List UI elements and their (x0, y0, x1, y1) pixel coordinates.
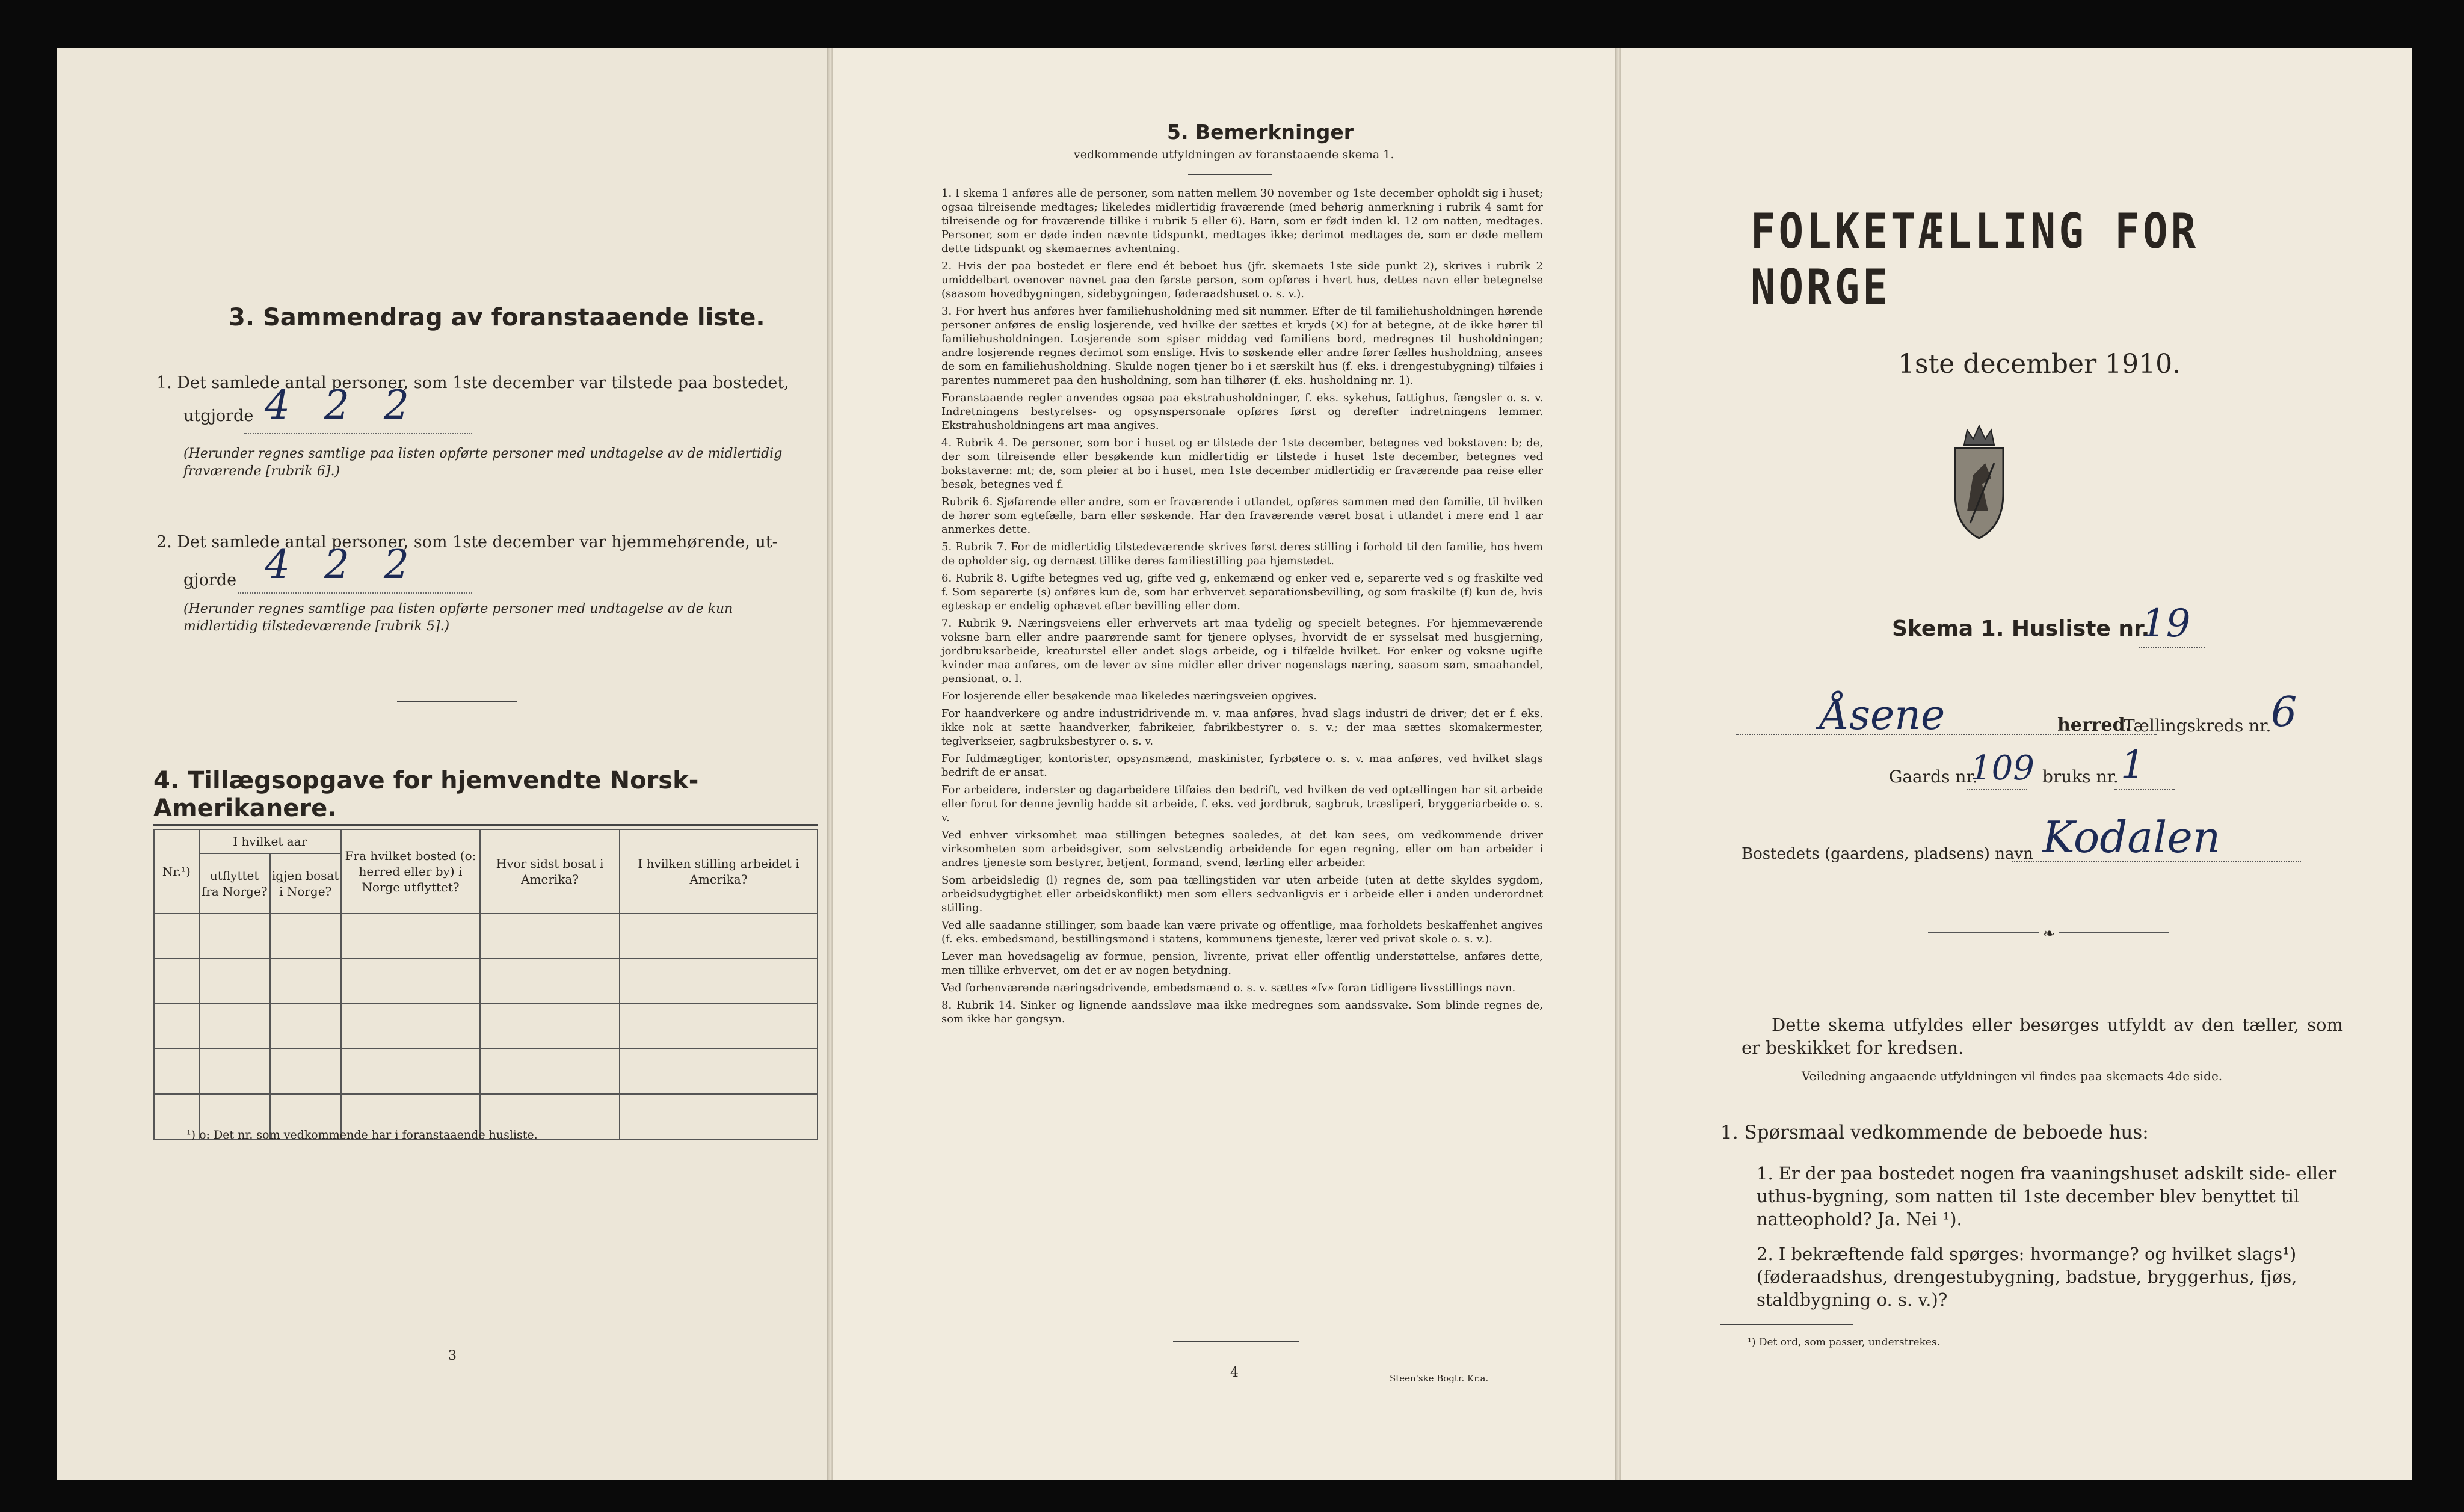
herred-label: herred. (2057, 715, 2132, 736)
table-row (154, 959, 818, 1004)
item-1-line (244, 433, 472, 434)
remark-paragraph: For fuldmægtiger, kontorister, opsynsmænd, maskinister, fyrbøtere o. s. v. maa anføres, ved hvilket slags bedrift de er ansat. (941, 752, 1543, 779)
bruks-line (2114, 789, 2175, 790)
item-1-note: (Herunder regnes samtlige paa listen opførte personer med undtagelse av de midlertidig fraværende [rubrik 6].) (183, 446, 783, 479)
item-2-text: 2. Det samlede antal personer, som 1ste december var hjemmehørende, ut- (156, 533, 778, 552)
bruks-value: 1 (2121, 743, 2145, 787)
table-row (154, 914, 818, 959)
item-2-note: (Herunder regnes samtlige paa listen opførte personer med undtagelse av de kun midlertidig tilstedeværende [rubrik 5].) (183, 601, 733, 634)
remark-paragraph: For haandverkere og andre industridrivende m. v. maa anføres, hvad slags industri de driver; det er f. eks. ikke nok at sætte haandverker, fabrikeier, fabrikbestyrer o. s. v.; der maa sættes skomakermester, teglverkseier, sagbruksbestyrer o. s. v. (941, 707, 1543, 748)
census-title: FOLKETÆLLING FOR NORGE (1751, 203, 2199, 315)
page-number: 4 (1230, 1365, 1239, 1380)
divider (1720, 1324, 1853, 1325)
remark-paragraph: 7. Rubrik 9. Næringsveiens eller erhvervets art maa tydelig og specielt betegnes. For hjemmeværende voksne barn eller andre paarørende samt for tjenere oplyses, hvorvidt de er sysselsat med husgjerning, jordbruksarbeide, kreaturstel eller andet slags arbeide, og i tilfælde hvilket. For enker og voksne ugifte kvinder maa anføres, om de lever av sine midler eller driver nogenslags næring, saasom søm, smaahandel, pensionat, o. l. (941, 617, 1543, 685)
page-fold (827, 48, 833, 1480)
remark-paragraph: Ved enhver virksomhet maa stillingen betegnes saaledes, at det kan sees, om vedkommende driver virksomheten som arbeidsgiver, som selvstændig arbeidende for egen regning, eller om han arbeider i andres tjeneste som bestyrer, betjent, formand, svend, lærling eller arbeider. (941, 829, 1543, 869)
gaards-value: 109 (1970, 749, 2034, 788)
col-nr: Nr.¹) (154, 829, 199, 914)
gaards-label: Gaards nr. (1889, 767, 1978, 787)
skema-label: Skema 1. Husliste nr. (1892, 616, 2150, 641)
table-top-rule (153, 824, 818, 826)
item-2-prefix: gjorde (183, 571, 237, 589)
remark-paragraph: For losjerende eller besøkende maa likeledes næringsveien opgives. (941, 690, 1317, 702)
col-igjen: igjen bosat i Norge? (270, 853, 341, 914)
remark-paragraph: Ved forhenværende næringsdrivende, embedsmænd o. s. v. sættes «fv» foran tidligere livsstillings navn. (941, 982, 1516, 994)
remark-paragraph: Foranstaaende regler anvendes ogsaa paa ekstrahusholdninger, f. eks. sykehus, fattighus, fængsler o. s. v. Indretningens bestyrelses- og opsynspersonale opføres først og derefter indretningens lemmer. Ekstrahusholdningens art maa angives. (941, 392, 1543, 432)
bruks-label: bruks nr. (2042, 767, 2119, 787)
col-utflyttet: utflyttet fra Norge? (199, 853, 270, 914)
table-row (154, 1004, 818, 1049)
page-fold (1615, 48, 1621, 1480)
bosted-value: Kodalen (2042, 812, 2221, 862)
table-footnote: ¹) o: Det nr. som vedkommende har i foranstaaende husliste. (186, 1128, 538, 1142)
remark-paragraph: Rubrik 6. Sjøfarende eller andre, som er fraværende i utlandet, opføres sammen med den familie, til hvilken de hører som egtefælle, barn eller søskende. Har den fraværende været bosat i utlandet i mere end 1 aar anmerkes dette. (941, 496, 1543, 536)
remark-paragraph: Ved alle saadanne stillinger, som baade kan være private og offentlige, maa forholdets beskaffenhet angives (f. eks. embedsmand, bestillingsmand i statens, kommunens tjeneste, lærer ved privat skole o. s. v.). (941, 919, 1543, 945)
divider (1173, 1341, 1299, 1342)
page-number: 3 (448, 1348, 457, 1363)
divider (397, 701, 517, 702)
item-2-value: 4 2 2 (265, 541, 420, 588)
husliste-line (2139, 647, 2205, 648)
question-2: 2. I bekræftende fald spørges: hvormange? og hvilket slags¹) (føderaadshus, drengestubygning, badstue, bryggerhus, fjøs, staldbygning o. s. v.)? (1757, 1244, 2297, 1310)
remark-paragraph: Lever man hovedsagelig av formue, pension, livrente, privat eller offentlig understøttelse, anføres dette, men tillike erhvervet, om det er av nogen betydning. (941, 950, 1543, 977)
item-1-value: 4 2 2 (265, 382, 420, 428)
page-3 (57, 48, 827, 1480)
remarks-title: 5. Bemerkninger (1167, 120, 1354, 144)
col-fra: Fra hvilket bosted (o: herred eller by) i Norge utflyttet? (341, 829, 481, 914)
remark-paragraph: 1. I skema 1 anføres alle de personer, som natten mellem 30 november og 1ste december opholdt sig i huset; ogsaa tilreisende medtages; likeledes midlertidig fraværende (med behørig anmerkning i rubrik 4 samt for tilreisende og for fraværende tillike i rubrik 5 eller 6). Barn, som er født inden kl. 12 om natten, medtages. Personer, som er døde inden nævnte tidspunkt, medtages ikke; derimot medtages de, som er døde mellem dette tidspunkt og skemaernes avhentning. (941, 187, 1543, 255)
census-date: 1ste december 1910. (1898, 349, 2181, 380)
printer-credit: Steen'ske Bogtr. Kr.a. (1390, 1373, 1489, 1384)
remark-paragraph: For arbeidere, inderster og dagarbeidere tilføies den bedrift, ved hvilken de ved optællingen har sit arbeide eller forut for denne jevnlig hadde sit arbeide, f. eks. ved jordbruk, sagbruk, træsliperi, bryggeriarbeide o. s. v. (941, 784, 1543, 824)
herred-value: Åsene (1820, 692, 1945, 739)
remark-paragraph: 8. Rubrik 14. Sinker og lignende aandssløve maa ikke medregnes som aandssvake. Som blinde regnes de, som ikke har gangsyn. (941, 999, 1543, 1025)
section-4-title: 4. Tillægsopgave for hjemvendte Norsk-Amerikanere. (153, 767, 699, 822)
remarks-body (941, 186, 1543, 1030)
item-1-prefix: utgjorde (183, 407, 254, 425)
remark-paragraph: 4. Rubrik 4. De personer, som bor i huset og er tilstede der 1ste december, betegnes ved bokstaven: b; de, der som tilreisende eller besøkende kun midlertidig er tilstede i huset 1ste december, betegnes ved bokstaverne: mt; de, som pleier at bo i huset, men 1ste december midlertidig er fraværende paa reise eller besøk, betegnes ved f. (941, 437, 1543, 491)
col-group-year: I hvilket aar (199, 829, 341, 853)
krets-value: 6 (2271, 689, 2297, 736)
veiledning-text: Veiledning angaaende utfyldningen vil findes paa skemaets 4de side. (1802, 1069, 2223, 1083)
col-stilling: I hvilken stilling arbeidet i Amerika? (620, 829, 818, 914)
remark-paragraph: 6. Rubrik 8. Ugifte betegnes ved ug, gifte ved g, enkemænd og enker ved e, separerte ved s og fraskilte ved f. Som separerte (s) anføres kun de, som har erhvervet separationsbevilling, og som fraskilte (f) kun de, hvis egteskap er endelig ophævet efter bevilling eller dom. (941, 572, 1543, 612)
gaards-line (1967, 789, 2027, 790)
section-3-title: 3. Sammendrag av foranstaaende liste. (229, 304, 765, 331)
divider (1188, 174, 1272, 175)
cover-page (1621, 48, 2412, 1480)
bosted-label: Bostedets (gaardens, pladsens) navn (1742, 845, 2033, 863)
ornament-icon: ❧ (2039, 925, 2059, 942)
norsk-amerikanere-table (153, 829, 818, 1140)
bosted-line (2012, 861, 2301, 862)
page-4 (833, 48, 1615, 1480)
table-row (154, 1049, 818, 1094)
remark-paragraph: 3. For hvert hus anføres hver familiehusholdning med sit nummer. Efter de til familiehusholdningen hørende personer anføres de enslig losjerende, ved hvilke der sættes et kryds (×) for at betegne, at de ikke hører til familiehusholdningen. Losjerende som spiser middag ved familiens bord, medregnes til husholdningen; andre losjerende regnes derimot som enslige. Hvis to søskende eller andre fører fælles husholdning, ansees de som en familiehusholdning. Skulde nogen tjener bo i et særskilt hus (f. eks. i drengestubygning) tilføies i parentes nummeret paa den husholdning, som han tilhører (f. eks. husholdning nr. 1). (941, 305, 1543, 387)
remark-paragraph: Som arbeidsledig (l) regnes de, som paa tællingstiden var uten arbeide (uten at dette skyldes sygdom, arbeidsudygtighet eller arbeidskonflikt) men som ellers sedvanligvis er i arbeide eller i anden underordnet stilling. (941, 874, 1543, 914)
cover-footnote: ¹) Det ord, som passer, understrekes. (1748, 1336, 1941, 1348)
remarks-subtitle: vedkommende utfyldningen av foranstaaende skema 1. (1074, 148, 1394, 161)
remark-paragraph: 2. Hvis der paa bostedet er flere end ét beboet hus (jfr. skemaets 1ste side punkt 2), skrives i rubrik 2 umiddelbart ovenover navnet paa den første person, som opføres i hvert hus, dettes navn eller betegnelse (saasom hovedbygningen, sidebygningen, føderaadshuset o. s. v.). (941, 260, 1543, 300)
husliste-number: 19 (2142, 601, 2191, 646)
coat-of-arms-icon (1940, 421, 2018, 541)
question-1: 1. Er der paa bostedet nogen fra vaaningshuset adskilt side- eller uthus-bygning, som natten til 1ste december blev benyttet til natteophold? Ja. Nei ¹). (1757, 1163, 2337, 1229)
remark-paragraph: 5. Rubrik 7. For de midlertidig tilstedeværende skrives først deres stilling i forhold til den familie, hos hvem de opholder sig, og dernæst tillike deres familiestilling paa hjemstedet. (941, 541, 1543, 567)
questions-heading: 1. Spørsmaal vedkommende de beboede hus: (1720, 1122, 2149, 1143)
item-2-line (238, 592, 472, 594)
krets-label: Tællingskreds nr. (2124, 716, 2272, 736)
col-hvor: Hvor sidst bosat i Amerika? (480, 829, 620, 914)
intro-text: Dette skema utfyldes eller besørges utfyldt av den tæller, som er beskikket for kredsen. (1742, 1015, 2343, 1058)
item-1-text: 1. Det samlede antal personer, som 1ste december var tilstede paa bostedet, (156, 373, 789, 392)
